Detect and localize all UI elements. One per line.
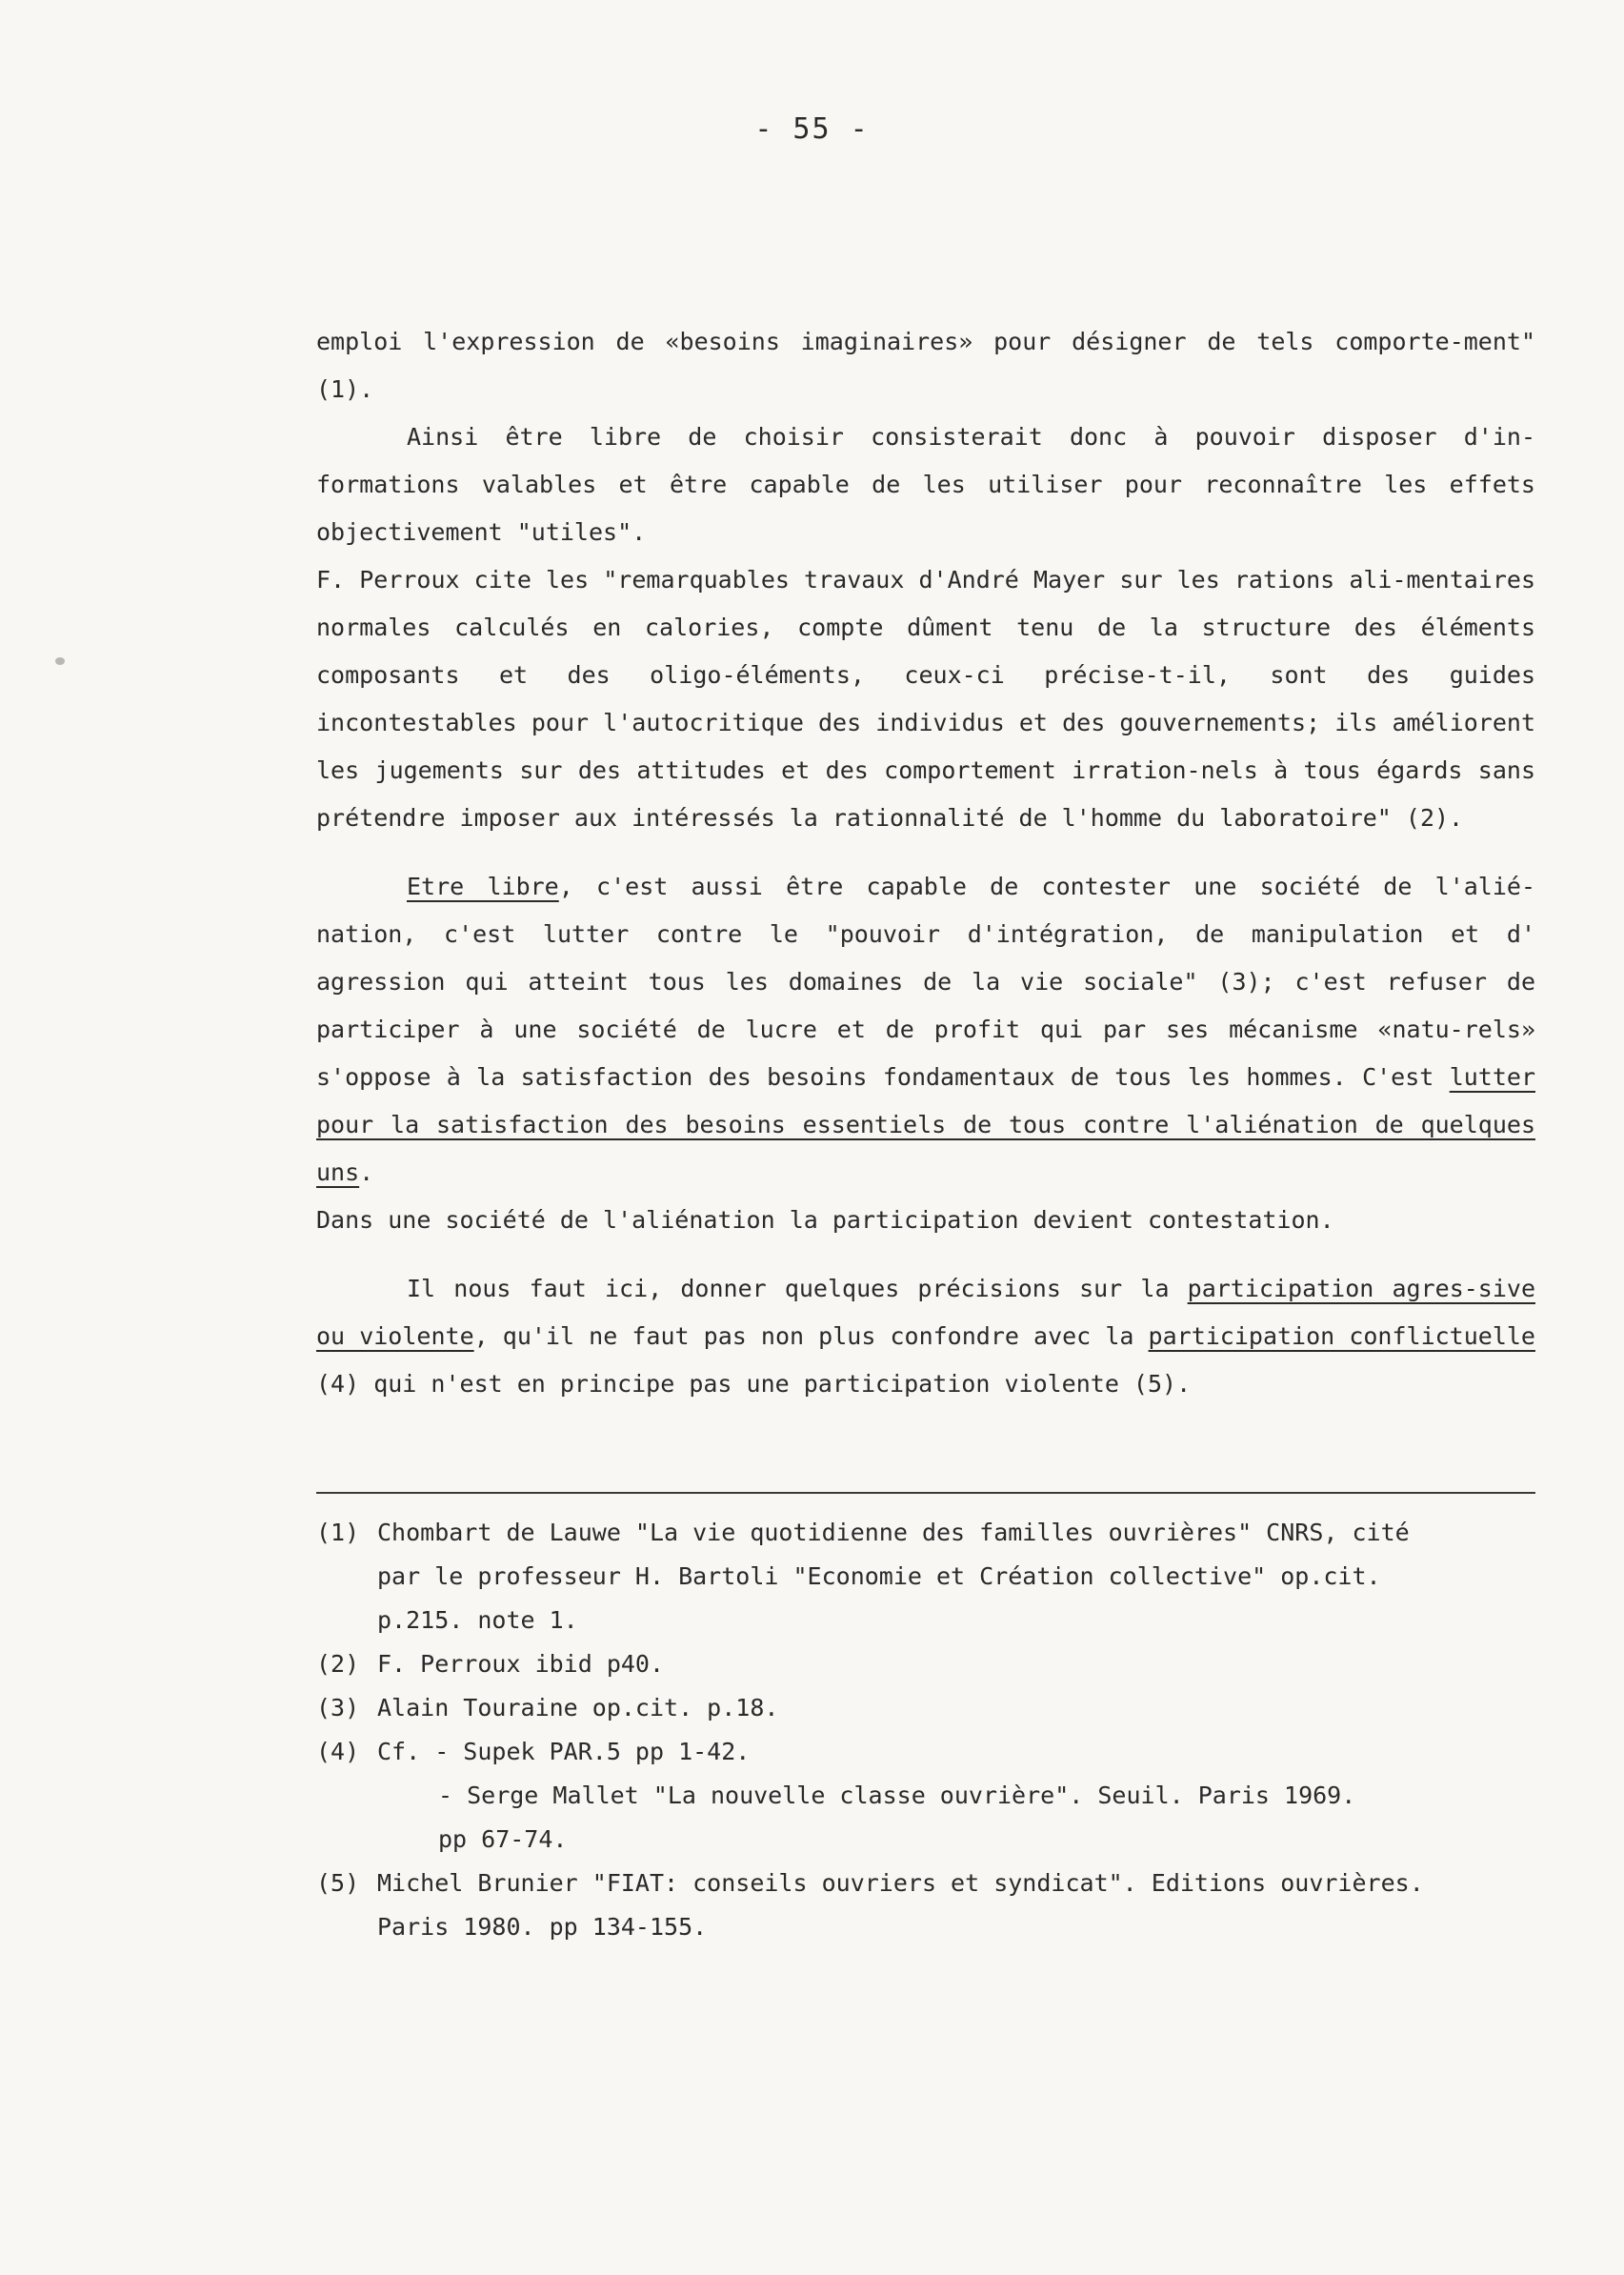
- footnote-text: Cf. - Supek PAR.5 pp 1-42.: [377, 1738, 751, 1765]
- footnote-text: par le professeur H. Bartoli "Economie et Création collective" op.cit.: [377, 1562, 1381, 1590]
- footnote-line: [316, 1774, 1535, 1818]
- footnote-text: pp 67-74.: [438, 1825, 568, 1853]
- footnote-line: [316, 1511, 1535, 1555]
- footnote-line: [316, 1642, 1535, 1686]
- footnote-text: Chombart de Lauwe "La vie quotidienne des familles ouvrières" CNRS, cité: [377, 1519, 1410, 1546]
- footnote-line: [316, 1862, 1535, 1905]
- paragraph-text: F. Perroux cite les "remarquables travaux d'André Mayer sur les rations ali-mentaires normales calculés en calories, compte dûment tenu de la structure des éléments composants et des oligo-éléments, ceux-ci précise-t-il, sont des guides incontestables pour l'autocritique des individus et des gouvernements; ils améliorent les jugements sur des attitudes et des comportement irration-nels à tous égards sans prétendre imposer aux intéressés la rationnalité de l'homme du laboratoire" (2).: [316, 566, 1535, 832]
- footnote-text: - Serge Mallet "La nouvelle classe ouvrière". Seuil. Paris 1969.: [438, 1782, 1356, 1809]
- paragraph: [316, 863, 1535, 1197]
- footnote-number: (4): [316, 1738, 360, 1765]
- footnote-number: (1): [316, 1519, 360, 1546]
- paragraph: [316, 1197, 1535, 1244]
- footnote-line: [316, 1599, 1535, 1642]
- paragraph-text: .: [359, 1158, 374, 1186]
- footnote-number: [316, 1599, 377, 1642]
- footnote-number: [316, 1555, 377, 1599]
- paragraph-text: Ainsi être libre de choisir consisterait donc à pouvoir disposer d'in-formations valables et être capable de les utiliser pour reconnaître les effets objectivement "utiles".: [316, 423, 1535, 546]
- paragraph-text: Il nous faut ici, donner quelques précisions sur la: [407, 1275, 1188, 1302]
- footnotes: [316, 1511, 1535, 1949]
- scan-mark: [55, 657, 65, 665]
- underlined-text: lutter pour la satisfaction des besoins essentiels de tous contre l'aliénation de quelques uns: [316, 1063, 1535, 1186]
- underlined-text: Etre libre: [407, 873, 559, 900]
- paragraph: [316, 1265, 1535, 1408]
- paragraph: [316, 413, 1535, 556]
- footnote-text: p.215. note 1.: [377, 1606, 578, 1634]
- paragraph-text: Dans une société de l'aliénation la participation devient contestation.: [316, 1206, 1334, 1234]
- footnote-line: [316, 1730, 1535, 1774]
- footnote-text: Michel Brunier "FIAT: conseils ouvriers et syndicat". Editions ouvrières.: [377, 1869, 1424, 1897]
- underlined-text: participation conflictuelle: [1148, 1322, 1535, 1350]
- body-text: [316, 318, 1535, 1408]
- footnote-line: [316, 1818, 1535, 1862]
- footnote-text: Alain Touraine op.cit. p.18.: [377, 1694, 779, 1721]
- footnote-number: (3): [316, 1694, 360, 1721]
- underlined-text: participation agres-sive ou violente: [316, 1275, 1535, 1350]
- page-number: - 55 -: [754, 112, 870, 146]
- paragraph: [316, 318, 1535, 413]
- footnote-text: Paris 1980. pp 134-155.: [377, 1913, 708, 1941]
- paragraph-text: , qu'il ne faut pas non plus confondre avec la: [473, 1322, 1149, 1350]
- footnote-separator: [316, 1492, 1535, 1494]
- footnote-number: [316, 1905, 377, 1949]
- paragraph-text: (4) qui n'est en principe pas une participation violente (5).: [316, 1370, 1192, 1398]
- footnote-number: (5): [316, 1869, 360, 1897]
- footnote-line: [316, 1555, 1535, 1599]
- footnote-line: [316, 1905, 1535, 1949]
- paragraph-text: emploi l'expression de «besoins imaginaires» pour désigner de tels comporte-ment" (1).: [316, 328, 1535, 403]
- footnote-line: [316, 1686, 1535, 1730]
- footnote-number: (2): [316, 1650, 360, 1678]
- paragraph-text: , c'est aussi être capable de contester une société de l'alié-nation, c'est lutter contre le "pouvoir d'intégration, de manipulation et d' agression qui atteint tous les domaines de la vie sociale" (3); c'est refuser de participer à une société de lucre et de profit qui par ses mécanisme «natu-rels» s'oppose à la satisfaction des besoins fondamentaux de tous les hommes. C'est: [316, 873, 1536, 1091]
- footnote-text: F. Perroux ibid p40.: [377, 1650, 665, 1678]
- paragraph: [316, 556, 1535, 842]
